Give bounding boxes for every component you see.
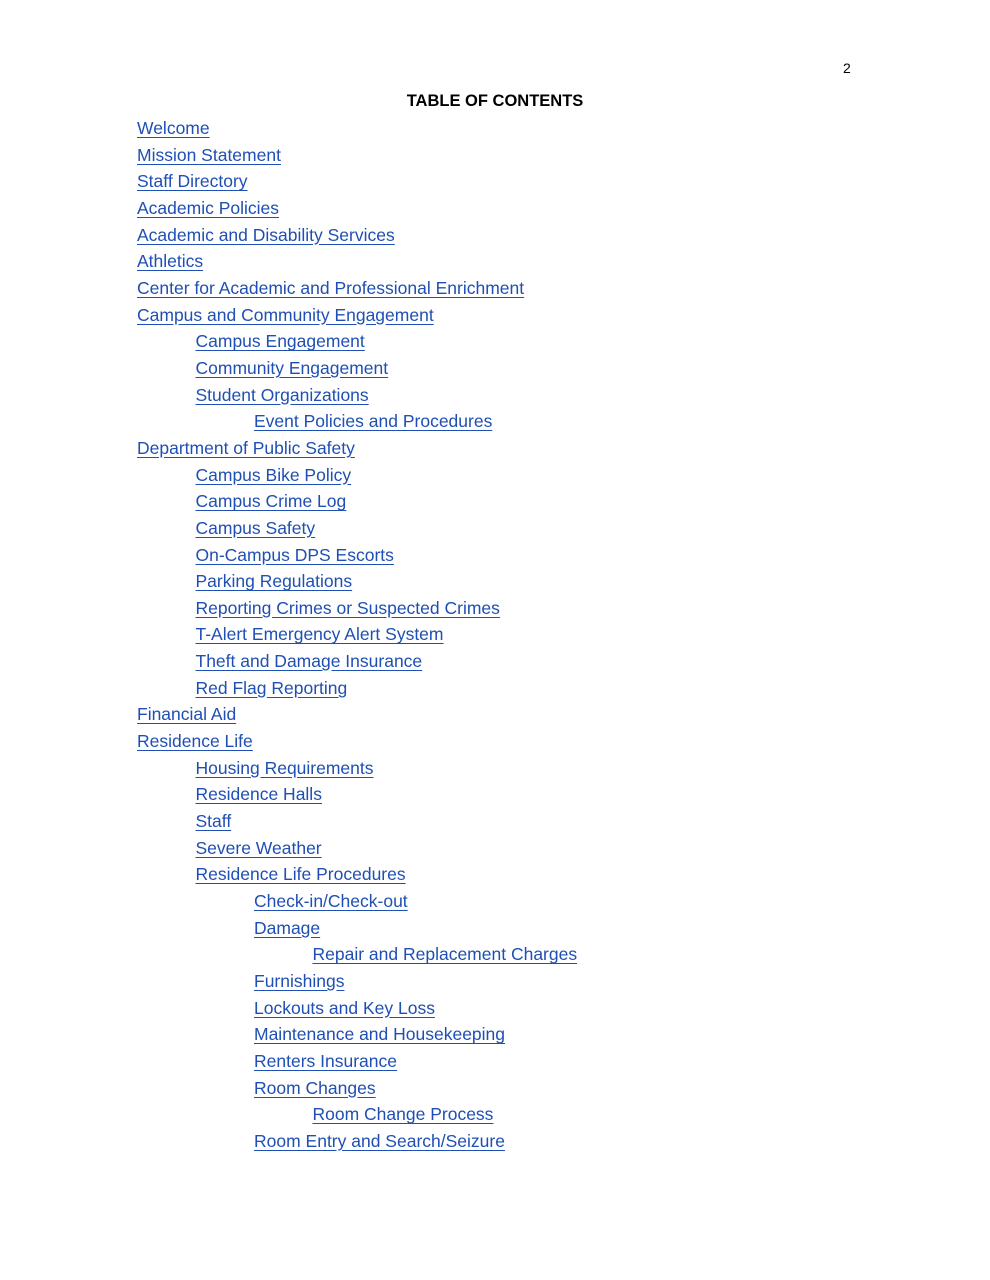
toc-entry — [137, 275, 577, 302]
toc-entry — [137, 515, 577, 542]
toc-entry — [137, 435, 577, 462]
toc-link[interactable]: Room Entry and Search/Seizure — [254, 1130, 505, 1151]
toc-entry — [137, 355, 577, 382]
toc-entry — [137, 1101, 577, 1128]
toc-link[interactable]: Room Change Process — [312, 1104, 494, 1125]
toc-entry — [137, 142, 577, 169]
toc-link[interactable]: Housing Requirements — [195, 757, 374, 778]
toc-entry — [137, 168, 577, 195]
toc-entry — [137, 888, 577, 915]
toc-entry — [137, 915, 577, 942]
toc-entry — [137, 1128, 577, 1155]
toc-link[interactable]: Campus Crime Log — [195, 491, 347, 512]
toc-entry — [137, 808, 577, 835]
toc-link[interactable]: On-Campus DPS Escorts — [195, 544, 394, 565]
toc-link[interactable]: T-Alert Emergency Alert System — [195, 624, 444, 645]
toc-link[interactable]: Campus and Community Engagement — [137, 304, 434, 325]
toc-link[interactable]: Staff Directory — [137, 171, 248, 192]
toc-entry — [137, 621, 577, 648]
toc-link[interactable]: Maintenance and Housekeeping — [254, 1024, 506, 1045]
toc-entry — [137, 755, 577, 782]
toc-link[interactable]: Financial Aid — [137, 704, 237, 725]
toc-entry — [137, 568, 577, 595]
toc-entry — [137, 1021, 577, 1048]
toc-entry — [137, 701, 577, 728]
toc-link[interactable]: Reporting Crimes or Suspected Crimes — [195, 597, 500, 618]
toc-link[interactable]: Academic Policies — [137, 197, 279, 218]
toc-link[interactable]: Red Flag Reporting — [195, 677, 348, 698]
toc-entry — [137, 382, 577, 409]
toc-link[interactable]: Event Policies and Procedures — [254, 411, 493, 432]
toc-link[interactable]: Mission Statement — [137, 144, 281, 165]
page-number: 2 — [843, 60, 851, 76]
toc-link[interactable]: Room Changes — [254, 1077, 376, 1098]
toc-link[interactable]: Severe Weather — [195, 837, 322, 858]
toc-entry — [137, 675, 577, 702]
toc-entry — [137, 1048, 577, 1075]
toc-entry — [137, 462, 577, 489]
toc-link[interactable]: Residence Life — [137, 731, 253, 752]
toc-entry — [137, 835, 577, 862]
toc-link[interactable]: Staff — [195, 811, 232, 832]
toc-entry — [137, 248, 577, 275]
toc-link[interactable]: Parking Regulations — [195, 571, 353, 592]
toc-entry — [137, 781, 577, 808]
toc-link[interactable]: Athletics — [137, 251, 204, 272]
toc-link[interactable]: Center for Academic and Professional Enrichment — [137, 277, 525, 298]
toc-link[interactable]: Department of Public Safety — [137, 437, 355, 458]
toc-link[interactable]: Residence Halls — [195, 784, 322, 805]
toc-entry — [137, 941, 577, 968]
toc-link[interactable]: Check-in/Check-out — [254, 891, 408, 912]
toc-entry — [137, 861, 577, 888]
toc-entry — [137, 968, 577, 995]
toc-link[interactable]: Campus Bike Policy — [195, 464, 352, 485]
toc-entry — [137, 115, 577, 142]
toc-entry — [137, 488, 577, 515]
toc-link[interactable]: Campus Engagement — [195, 331, 365, 352]
toc-title: TABLE OF CONTENTS — [406, 92, 584, 110]
toc-link[interactable]: Academic and Disability Services — [137, 224, 395, 245]
toc-link[interactable]: Theft and Damage Insurance — [195, 651, 423, 672]
toc-entry — [137, 648, 577, 675]
toc-link[interactable]: Residence Life Procedures — [195, 864, 406, 885]
toc-entry — [137, 195, 577, 222]
toc-link[interactable]: Lockouts and Key Loss — [254, 997, 435, 1018]
toc-entry — [137, 408, 577, 435]
toc-link[interactable]: Renters Insurance — [254, 1050, 397, 1071]
toc-entry — [137, 222, 577, 249]
toc-link[interactable]: Community Engagement — [195, 357, 389, 378]
toc-entry — [137, 595, 577, 622]
toc-entry — [137, 302, 577, 329]
toc-entry — [137, 995, 577, 1022]
toc-list — [137, 115, 577, 1155]
toc-entry — [137, 328, 577, 355]
toc-link[interactable]: Repair and Replacement Charges — [312, 944, 578, 965]
toc-link[interactable]: Furnishings — [254, 971, 345, 991]
toc-entry — [137, 728, 577, 755]
toc-link[interactable]: Campus Safety — [195, 517, 316, 538]
toc-entry — [137, 1075, 577, 1102]
toc-link[interactable]: Damage — [254, 917, 321, 938]
toc-link[interactable]: Welcome — [137, 118, 210, 138]
toc-entry — [137, 542, 577, 569]
toc-link[interactable]: Student Organizations — [195, 384, 369, 405]
